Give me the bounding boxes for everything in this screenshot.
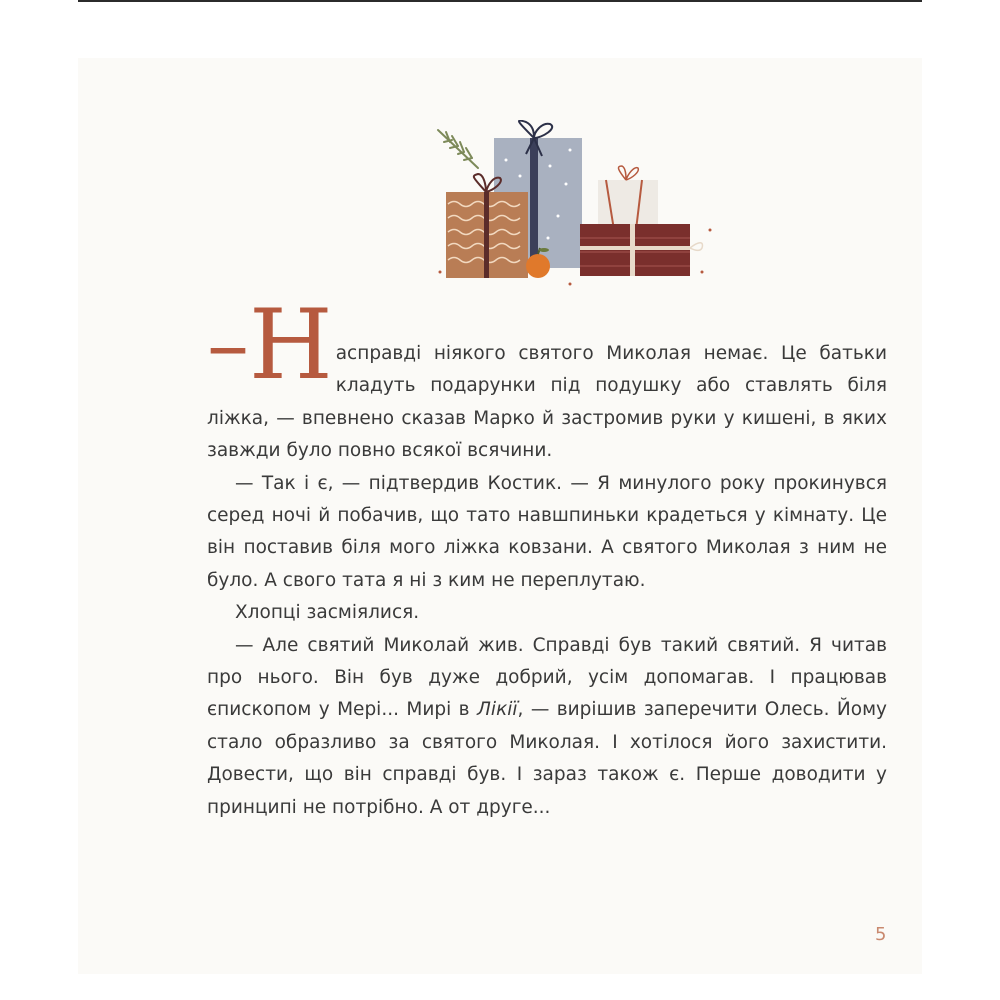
drop-cap-dash: –	[207, 295, 249, 393]
book-page	[78, 58, 922, 974]
paragraph-1	[207, 289, 887, 468]
drop-cap-letter: Н	[249, 289, 333, 401]
paragraph-4	[207, 630, 887, 824]
paragraph-4-text-a: — Але святий Миколай жив. Справді був такий святий. Я читав про нього. Він був дуже добрий, усім допомагав. І працював єпископом у Мері... Мирі в	[207, 634, 887, 721]
red-gift-box-icon	[580, 224, 703, 276]
fir-branch-icon	[438, 130, 478, 168]
white-gift-box-icon	[598, 166, 658, 230]
paragraph-2: — Так і є, — підтвердив Костик. — Я минулого року прокинувся серед ночі й побачив, що тато навшпиньки крадеться у кімнату. Це він поставив біля мого ліжка ковзани. А святого Миколая з ним не було. А свого тата я ні з ким не переплутаю.	[207, 472, 887, 591]
page-number: 5	[875, 924, 887, 945]
drop-cap	[207, 289, 333, 401]
paragraph-1-text: асправді ніякого святого Миколая немає. Це батьки кладуть подарунки під подушку або ставлять біля ліжка, — впевнено сказав Марко й застромив руки у кишені, в яких завжди було повно всякої всячини.	[207, 343, 887, 462]
top-rule	[78, 0, 922, 2]
paragraph-4-text-b: , — вирішив заперечити Олесь. Йому стало образливо за святого Миколая. І хотілося його захистити. Довести, що він справді був. І зараз також є. Перше доводити у принципі не потрібно. А от друге...	[207, 699, 887, 818]
paragraph-4-italic: Лікії	[477, 699, 518, 721]
paragraph-3: Хлопці засміялися.	[235, 602, 420, 624]
story-text	[207, 289, 887, 824]
